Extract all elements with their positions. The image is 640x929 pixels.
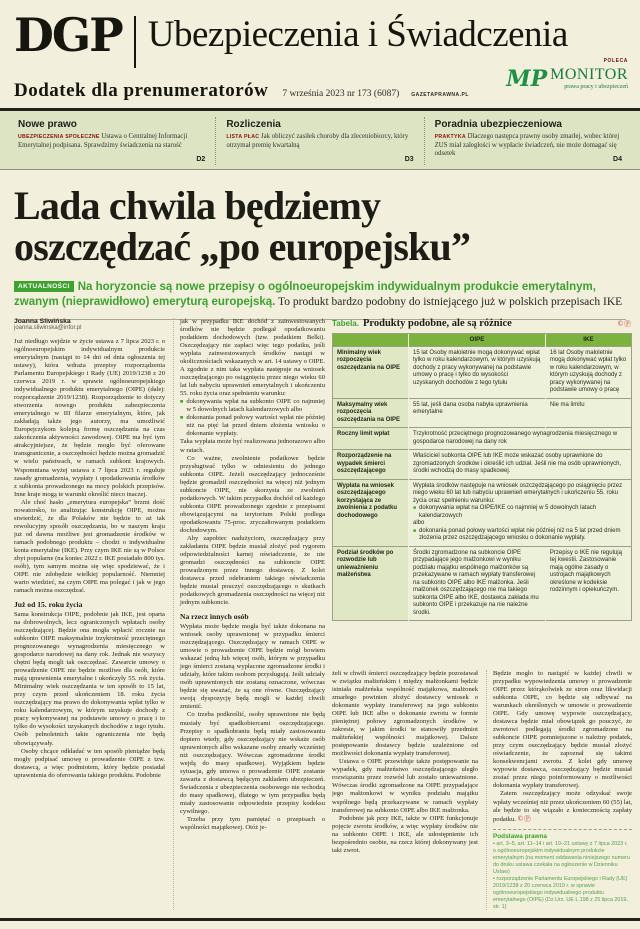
- bullet-item: [180, 398, 325, 414]
- cell-albo: albo: [413, 520, 425, 527]
- paragraph: Ale choć hasło „emerytura europejska” brzmi dość nowatorsko, to analizując konstrukcję OIPE, można stwierdzić, że dla Polaków nie będzie to aż tak rewolucyjny sposób oszczędzania, bo w naszym kraju już od dawna możliwe jest gromadzenie środków w ramach podobnego produktu – chodzi o indywidualne konta emerytalne (IKE). Przy czym IKE nie są w Polsce zbyt popularne (na koniec 2022 r. IKE posiadało 800 tys. osób), tym samym można się więc spodziewać, że i OIPE nie zdobędzie wielkiej popularność. Niemniej warto wiedzieć, na czym OIPE ma polegać i jak w jego ramach można oszczędzać.: [14, 498, 165, 594]
- copyright-registered-icon: ©Ⓟ: [617, 320, 632, 328]
- paragraph: [493, 790, 632, 823]
- paragraph: Taka wypłata może być realizowana jednorazowo albo w ratach.: [180, 438, 325, 454]
- section-title: Ubezpieczenia i Świadczenia: [147, 14, 568, 55]
- front-briefs-strip: [0, 108, 640, 170]
- row-label: Rozporządzenie na wypadek śmierci oszczędzającego: [333, 450, 409, 480]
- article-right-zone: [332, 318, 632, 910]
- ike-cell: Nie ma limitu: [545, 398, 631, 428]
- row-label: Wypłata na wniosek oszczędzającego korzystająca ze zwolnienia z podatku dochodowego: [333, 479, 409, 546]
- mp-logo-icon: MP: [506, 66, 548, 93]
- table-kicker: Tabela.: [332, 319, 359, 328]
- paragraph: Co ważne, zwolnienie podatkowe będzie przysługiwać tylko w odniesieniu do jednego subkonta OIPE. Jeżeli oszczędzający jednocześnie będzie gromadził oszczędności na więcej niż jednym subkoncie OIPE, nie skorzysta ze zwolnień podatkowych. W takim przypadku dochód od każdego subkonta OIPE prowadzonego zgodnie z przepisami obowiązującymi na terytorium Polski podlega opodatkowaniu 75-proc. zryczałtowanym podatkiem dochodowym.: [180, 454, 325, 534]
- green-square-bullet-icon: ■: [413, 505, 417, 512]
- byline-author: Joanna Śliwińska: [14, 318, 71, 325]
- table-row: [333, 450, 632, 480]
- paragraph-text: Zatem oszczędzający może odzyskać swoje wpłaty wcześniej niż przez ukończeniem 60 (55) lat, ale będzie to się wiązało z koniecznością zapłaty podatku.: [493, 790, 632, 823]
- cell-intro: Wypłata środków następuje na wniosek oszczędzającego po osiągnięciu przez niego wieku 60 lat lub nabyciu uprawnień emerytalnych i ukończeniu 55. roku życia oraz spełnieniu warunku:: [413, 482, 623, 504]
- copyright-registered-icon: ©Ⓟ: [517, 814, 532, 823]
- bullet-text: dokonywania wpłat na subkonto OIPE co najmniej w 5 dowolnych latach kalendarzowych albo: [186, 398, 325, 414]
- masthead: [0, 0, 640, 108]
- paragraph: Sama konstrukcja OIPE, podobnie jak IKE, jest oparta na dobrowolnych, lecz ograniczonych wpłatach osoby oszczędzającej. Będzie ona mogła wpłacić rocznie na subkonto OIPE maksymalnie trzykrotność przeciętnego prognozowanego wynagrodzenia miesięcznego w gospodarce narodowej na dany rok. Jednak nie wszyscy chętni będą mogli tak oszczędzać. Zawarcie umowy o prowadzenie OIPE nie będzie możliwe dla osób, które mają uprawnienia emerytalne i ukończyły 55. rok życia. Minimalny wiek oszczędzania w ten sposób to 15 lat, przy czym przed ukończeniem 18. roku życia oszczędzający ma prawo do dokonywania wpłat tylko w roku kalendarzowym, w którym uzyskuje dochody z pracy wykonywanej na podstawie umowy o pracę i to tylko do wysokości uzyskanych dochodów z tego tytułu. Osób pełnoletnich takie ograniczenia nie będą obowiązywały.: [14, 611, 165, 747]
- bullet-item: [180, 414, 325, 438]
- paragraph: Aby zapobiec nadużyciom, oszczędzający przy zakładaniu OIPE będzie musiał złożyć pod rygorem odpowiedzialności karnej oświadczenie, że nie gromadzi oszczędności na subkoncie OIPE prowadzonym przez innego dostawcę. Z kolei dostawca przed odebraniem takiego oświadczenia będzie musiał pouczyć oszczędzającego o skutkach podatkowych gromadzenia oszczędności na więcej niż jednym subkoncie.: [180, 534, 325, 607]
- issue-date-line: 7 września 2023 nr 173 (6087): [282, 89, 400, 99]
- paragraph: żeli w chwili śmierci oszczędzający będzie pozostawał w związku małżeńskim i między małżonkami będzie istniała małżeńska wspólność majątkowa, małżonek zmarłego powinien złożyć dostawcy wniosek o dokonanie wypłaty transferowej na jego subkonto OIPE lub IKE albo o dokonanie zwrotu w formie pieniężnej połowy zgromadzonych środków w zakresie, w jakim środki te stanowiły przedmiot małżeńskiej wspólności majątkowej. Dalsze postępowanie dostawcy będzie uzależnione od możliwości dokonania wypłaty transferowej.: [332, 670, 478, 758]
- byline-email[interactable]: joanna.sliwinska@infor.pl: [14, 325, 82, 331]
- paragraph: Trzeba przy tym pamiętać o przepisach o wspólności majątkowej. Otóż je-: [180, 815, 325, 831]
- row-label: Podział środków po rozwodzie lub unieważnieniu małżeństwa: [333, 546, 409, 621]
- paragraph: Ustawa o OIPE przewiduje także postępowanie na wypadek, gdy małżeństwo oszczędzającego uległo rozwiązaniu przez rozwód lub zostało unieważnione. Wówczas środki zgromadzone na OIPE przypadające jego małżonkowi w wyniku podziału majątku wspólnego będą przekazywane w ramach wypłaty transferowej na subkonto OIPE albo IKE małżonka.: [332, 758, 478, 814]
- brief-heading[interactable]: Poradnia ubezpieczeniowa: [434, 119, 562, 130]
- poleca-label: POLECA: [603, 58, 628, 64]
- bullet-text: dokonania ponad połowy wartości wpłat nie później niż na pięć lat przed dniem złożenia wniosku o dokonanie wypłaty.: [186, 414, 325, 438]
- subhead-na-rzecz-innych: Na rzecz innych osób: [180, 612, 249, 622]
- bullet-item: [413, 505, 627, 520]
- table-header-oipe: OIPE: [409, 334, 546, 347]
- article-column-1: [14, 318, 165, 910]
- paragraph: Już niedługo wejdzie w życie ustawa z 7 lipca 2023 r. o ogólnoeuropejskim indywidualnym produkcie emerytalnym (nastąpi to 14 dni od dnia ogłoszenia tej ustawy), która wdraża przepisy rozporządzenia Parlamentu Europejskiego i Rady (UE) 2019/1238 z 20 czerwca 2019 r. w sprawie ogólnoeuropejskiego indywidualnego produktu emerytalnego (OIPE) (dalej: rozporządzenie 2019/1238). Rozporządzenie to dotyczy stworzenia nowego produktu zabezpieczenia emerytalnego w III filarze emerytalnym, które, jak zakładają także jego autorzy, ma umożliwić Europejczykom kolejną formę oszczędzania na czas zakończenia aktywności zawodowej. OIPE ma być tym atrakcyjniejsze, że będzie mogło być oferowane transgranicznie, a oszczędności będzie można gromadzić w wielu państwach, w ramach subkont krajowych. Wspomniana wyżej ustawa z 7 lipca 2023 r. reguluje zasady gromadzenia, wypłaty i opodatkowania środków z subkonta prowadzonego na mocy polskich przepisów. Inne kraje mogą te warunki określić nieco inaczej.: [14, 338, 165, 498]
- brief-kicker: LISTA PŁAC: [226, 134, 260, 140]
- main-headline: [14, 183, 626, 269]
- brief-text: Ustawa o Centralnej Informacji Emerytalnej podpisana. Sprawdzimy świadczenia na starość: [18, 133, 188, 149]
- article-column-2: [173, 318, 325, 910]
- table-row: [333, 398, 632, 428]
- table-row: [333, 428, 632, 450]
- monitor-tagline: prawa pracy i ubezpieczeń: [564, 84, 628, 90]
- bullet-item: [413, 528, 627, 543]
- ike-cell: 16 lat Osoby małoletnie mogą dokonywać wpłat tylko w roku kalendarzowym, w którym uzyskują dochody z pracy wykonywanej na podstawie umowy o pracę: [545, 346, 631, 398]
- legal-basis-heading: Podstawa prawna: [493, 832, 547, 840]
- row-label: Minimalny wiek rozpoczęcia oszczędzania na OIPE: [333, 346, 409, 398]
- brief-heading[interactable]: Nowe prawo: [18, 119, 77, 130]
- row-label: Maksymalny wiek rozpoczęcia oszczędzania na OIPE: [333, 398, 409, 428]
- headline-line-2: oszczędzać „po europejsku”: [14, 223, 471, 269]
- headline-block: [0, 170, 640, 309]
- lead-highlight: Na horyzoncie są nowe przepisy o ogólnoeuropejskim indywidualnym produkcie emerytalnym, zwanym (nieprawidłowo) emeryturą europejską.: [14, 280, 596, 308]
- ike-cell: Przepisy o IKE nie regulują tej kwestii. Zastosowanie mają ogólne zasady o ustrojach majątkowych określone w kodeksie rodzinnym i opiekuńczym.: [545, 546, 631, 621]
- legal-basis-line: ▪ rozporządzenie Parlamentu Europejskiego i Rady (UE) 2019/1238 z 20 czerwca 2019 r. w sprawie ogólnoeuropejskiego indywidualnego produktu emerytalnego (OIPE) (Dz.Urz. UE L 198 z 25 lipca 2019, str. 1): [493, 875, 628, 910]
- brief-heading[interactable]: Rozliczenia: [226, 119, 281, 130]
- span-cell: [409, 479, 632, 546]
- paragraph: Będzie mogło to nastąpić w każdej chwili w przypadku wypowiedzenia umowy o prowadzenie OIPE przez którąkolwiek ze stron oraz likwidacji subkonta OIPE, co będzie się odbywać na warunkach określonych w umowie o prowadzenie OIPE. Gdy umowę wypowie oszczędzający, dostawca będzie miał obowiązek go pouczyć, że zwrotowi podlegają środki zgromadzone na subkoncie OIPE pomniejszone o należny podatek, przy czym oszczędzający będzie musiał złożyć oświadczenie, że zapoznał się takimi konsekwencjami zwrotu. Z kolei gdy umowę wypowie dostawca, oszczędzający będzie musiał zostać przez niego poinformowany o możliwości dokonania wypłaty transferowej.: [493, 670, 632, 790]
- row-label: Roczny limit wpłat: [333, 428, 409, 450]
- brief-page-ref[interactable]: D4: [613, 156, 622, 163]
- brief-rozliczenia[interactable]: [215, 117, 423, 165]
- brief-text: Jak obliczyć zasiłek choroby dla zleceniobiorcy, który otrzymał premię kwartalną: [226, 133, 409, 149]
- legal-basis-note: [493, 829, 632, 910]
- site-url-label: GAZETAPRAWNA.PL: [411, 92, 469, 98]
- brief-page-ref[interactable]: D3: [404, 156, 414, 163]
- table-row: [333, 546, 632, 621]
- span-cell: Trzykrotność przeciętnego prognozowanego wynagrodzenia miesięcznego w gospodarce narodowej na dany rok: [409, 428, 632, 450]
- article-body: [0, 318, 640, 912]
- green-square-bullet-icon: ■: [180, 415, 184, 422]
- green-square-bullet-icon: ■: [180, 399, 184, 406]
- aktualnosci-badge: AKTUALNOŚCI: [14, 281, 74, 292]
- oipe-cell: Środki zgromadzone na subkoncie OIPE przypadające jego małżonkowi w wyniku podziału majątku wspólnego małżonków są przekazywane w ramach wypłaty transferowej na subkonto OIPE albo IKE małżonka. Jeśli małżonek oszczędzającego nie ma takiego subkonta OIPE albo IKE, dostawca zakłada mu subkonto OIPE i przekazuje na nie należne środki.: [409, 546, 546, 621]
- dgp-logo: DGP: [14, 8, 122, 62]
- table-header-ike: IKE: [545, 334, 631, 347]
- oipe-ike-comparison-table: [332, 333, 632, 621]
- monitor-name: MONITOR: [550, 66, 628, 83]
- lead-paragraph: [14, 280, 626, 310]
- brief-page-ref[interactable]: D2: [196, 156, 206, 163]
- table-title: Produkty podobne, ale są różnice: [362, 318, 512, 329]
- brief-kicker: UBEZPIECZENIA SPOŁECZNE: [18, 134, 100, 140]
- paragraph: jak w przypadku IKE dochód z zainwestowanych środków nie będzie podlegał opodatkowaniu podatkiem dochodowych (tzw. podatkiem Belki). Oszczędzający nie zapłaci więc tego podatku, jeśli wypłata zainwestowanych środków nastąpi w okolicznościach wskazanych w art. 14 ustawy o OIPE. A zgodnie z nim taka wypłata następuje na wniosek oszczędzającego po osiągnięciu przez niego wieku 60 lat lub nabyciu uprawnień emerytalnych i ukończeniu 55. roku życia oraz spełnieniu warunku:: [180, 318, 325, 398]
- table-corner-cell: [333, 334, 409, 347]
- comparison-table-box: [332, 318, 632, 621]
- page-bottom-rule: [0, 918, 640, 921]
- paragraph: Co trzeba podkreślić, osoby uprawnione nie będą musiały być spadkobiercami oszczędzającego. Przepisy o spadkobraniu będą miały zastosowaniu dopiero wtedy, gdy oszczędzający nie wskaże osób uprawnionych albo wskazane osoby zmarły wcześniej niż oszczędzający. Wówczas zgromadzone środki wejdą do masy spadkowej. Wyjątkiem będzie sytuacja, gdy umowa o prowadzenie OIPE zostanie zawarta z dostawcą będącym zakładem ubezpieczeń. Świadczenia z ubezpieczenia osobowego nie wchodzą do masy spadkowej, dlatego w tym przypadku będą miały zastosowanie odpowiednie przepisy kodeksu cywilnego.: [180, 711, 325, 815]
- brief-text: Dlaczego następca prawny osoby zmarłej, wobec której ZUS miał zaległości w wypłacie świadczeń, nie może domagać się odsetek: [434, 133, 620, 158]
- bullet-text: dokonywania wpłat na OIPE/IKE co najmniej w 5 dowolnych latach kalendarzowych: [419, 505, 597, 519]
- subhead-juz-od-15: Już od 15. roku życia: [14, 600, 83, 609]
- brief-poradnia[interactable]: [424, 117, 632, 165]
- brief-nowe-prawo[interactable]: [8, 117, 215, 165]
- oipe-cell: 15 lat Osoby małoletnie mogą dokonywać wpłat tylko w roku kalendarzowym, w którym uzyskują dochody z pracy wykonywanej na podstawie umowy o pracę i tylko do wysokości uzyskanych dochodów z tego tytułu: [409, 346, 546, 398]
- paragraph: Osoby chcące odkładać w ten sposób pieniądze będą mogły podpisać umowę o prowadzenie OIPE z tzw. dostawcą, a więc podmiotem, który będzie posiadał uprawnienia do oferowania takiego produktu. Podobnie: [14, 747, 165, 779]
- article-column-3: [332, 670, 478, 910]
- masthead-divider: [134, 16, 136, 68]
- monitor-promo: [506, 58, 628, 93]
- headline-line-1: Lada chwila będziemy: [14, 183, 381, 228]
- paragraph: Wypłata może będzie mogła być także dokonana na wniosek osoby uprawnionej w przypadku śmierci oszczędzającego. Oszczędzający w ramach OIPE w umowie o prowadzenie OIPE będzie mógł bowiem wskazać jedną lub więcej osób, którym w przypadku jego śmierci zostaną wypłacone zgromadzone środki i udziały, które takim osobom przysługują. Jeśli udziały osób uprawnionych nie zostaną oznaczone, wówczas będzie się uważać, że są one równe. Oszczędzający swoją dyspozycję będą mogli w każdej chwili zmienić.: [180, 623, 325, 711]
- article-column-4: [486, 670, 632, 910]
- brief-kicker: PRAKTYKA: [434, 134, 466, 140]
- table-row: [333, 479, 632, 546]
- table-row: [333, 346, 632, 398]
- span-cell: Właściciel subkonta OIPE lub IKE może wskazać osoby uprawnione do zgromadzonych środków i określić ich udział. Jeśli nie ma osób uprawnionych, środki wchodzą do masy spadkowej.: [409, 450, 632, 480]
- bullet-text: dokonania ponad połowy wartości wpłat nie później niż na 5 lat przed dniem złożenia przez oszczędzającego wniosku o dokonanie wypłaty.: [419, 527, 621, 542]
- green-square-bullet-icon: ■: [413, 527, 417, 534]
- lead-rest: To produkt bardzo podobny do istniejącego już w polskich przepisach IKE: [275, 295, 623, 308]
- paragraph: Podobnie jak przy IKE, także w OIPE funkcjonuje pojęcie zwrotu środków, a więc wypłaty środków nie na subkonto OIPE i IKE, ale udostępnienie ich bezpośrednio osobie, na rzecz której dokonywany jest taki zwrot.: [332, 814, 478, 854]
- legal-basis-line: ▪ art. 3–5, art. 11–14 i art. 19–21 ustawy z 7 lipca 2023 r. o ogólnoeuropejskim indywidualnym produkcie emerytalnym (na moment oddawania niniejszego numeru do druku ustawa czekała na ogłoszenie w Dzienniku Ustaw): [493, 840, 630, 875]
- supplement-subtitle: Dodatek dla prenumeratorów: [14, 80, 269, 101]
- oipe-cell: 55 lat, jeśli dana osoba nabyła uprawnienia emerytalne: [409, 398, 546, 428]
